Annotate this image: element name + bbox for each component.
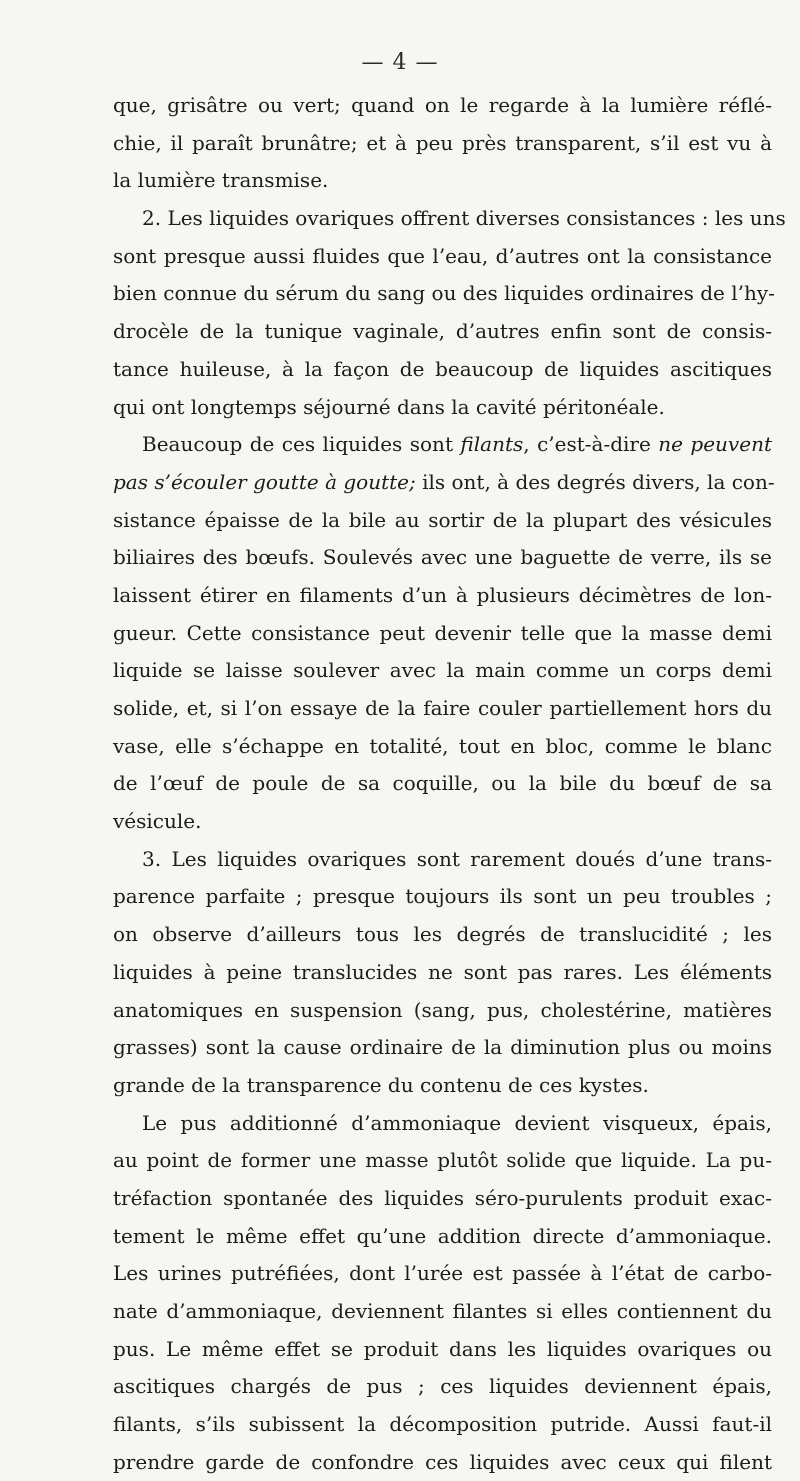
text-line: filants, s’ils subissent la décomposition putride. Aussi faut-il — [113, 1412, 772, 1437]
text-line: solide, et, si l’on essaye de la faire couler partiellement hors du — [113, 696, 772, 720]
text-line: qui ont longtemps séjourné dans la cavité péritonéale. — [113, 394, 665, 419]
text-line — [113, 426, 772, 464]
text-line: vésicule. — [113, 809, 202, 834]
text-run: , c’est-à-dire — [523, 432, 659, 457]
text-line: tréfaction spontanée des liquides séro-purulents produit exac- — [113, 1185, 772, 1210]
text-line: au point de former une masse plutôt solide que liquide. La pu- — [113, 1148, 772, 1173]
text-line: gueur. Cette consistance peut devenir telle que la masse demi — [113, 620, 772, 645]
text-line: de l’œuf de poule de sa coquille, ou la bile du bœuf de sa — [113, 771, 772, 796]
text-line: drocèle de la tunique vaginale, d’autres enfin sont de consis- — [113, 319, 772, 344]
text-line: on observe d’ailleurs tous les degrés de translucidité ; les — [113, 922, 772, 947]
text-line: Les urines putréfiées, dont l’urée est passée à l’état de carbo- — [113, 1261, 772, 1286]
text-line: que, grisâtre ou vert; quand on le regarde à la lumière réflé- — [113, 93, 772, 117]
text-line: pus. Le même effet se produit dans les liquides ovariques ou — [113, 1336, 772, 1361]
text-line: sont presque aussi fluides que l’eau, d’autres ont la consistance — [113, 243, 772, 268]
text-run: ils ont, à des degrés divers, la con- — [415, 469, 775, 494]
text-line: bien connue du sérum du sang ou des liquides ordinaires de l’hy- — [113, 281, 775, 306]
italic-term: filants — [460, 432, 524, 457]
text-line: biliaires des bœufs. Soulevés avec une baguette de verre, ils se — [113, 545, 772, 570]
text-line: sistance épaisse de la bile au sortir de la plupart des vésicules — [113, 507, 772, 532]
text-line: chie, il paraît brunâtre; et à peu près transparent, s’il est vu à — [113, 130, 772, 155]
text-line: tement le même effet qu’une addition directe d’ammoniaque. — [113, 1223, 772, 1248]
text-line: laissent étirer en filaments d’un à plusieurs décimètres de lon- — [113, 582, 772, 607]
italic-phrase: pas s’écouler goutte à goutte; — [113, 469, 416, 494]
text-run: Beaucoup de ces liquides sont — [142, 432, 461, 457]
text-line: la lumière transmise. — [113, 168, 329, 193]
text-line: ascitiques chargés de pus ; ces liquides deviennent épais, — [113, 1374, 772, 1399]
text-line: liquide se laisse soulever avec la main comme un corps demi — [113, 658, 772, 683]
text-line — [113, 464, 775, 502]
text-line: liquides à peine translucides ne sont pas rares. Les éléments — [113, 959, 772, 984]
italic-phrase: ne peuvent — [658, 432, 772, 457]
text-line: vase, elle s’échappe en totalité, tout en bloc, comme le blanc — [113, 733, 772, 758]
body-text — [113, 87, 786, 1481]
text-line: Le pus additionné d’ammoniaque devient visqueux, épais, — [142, 1110, 772, 1135]
text-line: 3. Les liquides ovariques sont rarement doués d’une trans- — [142, 846, 772, 871]
text-line: nate d’ammoniaque, deviennent filantes si elles contiennent du — [113, 1299, 772, 1323]
text-line: 2. Les liquides ovariques offrent diverses consistances : les uns — [142, 206, 786, 231]
text-line: tance huileuse, à la façon de beaucoup de liquides ascitiques — [113, 356, 772, 381]
text-line: anatomiques en suspension (sang, pus, cholestérine, matières — [113, 997, 772, 1022]
page-number: — 4 — — [361, 50, 439, 75]
text-line: parence parfaite ; presque toujours ils sont un peu troubles ; — [113, 884, 772, 909]
text-line: prendre garde de confondre ces liquides avec ceux qui filent — [113, 1449, 772, 1474]
text-line: grasses) sont la cause ordinaire de la diminution plus ou moins — [113, 1035, 772, 1060]
text-line: grande de la transparence du contenu de ces kystes. — [113, 1072, 649, 1097]
